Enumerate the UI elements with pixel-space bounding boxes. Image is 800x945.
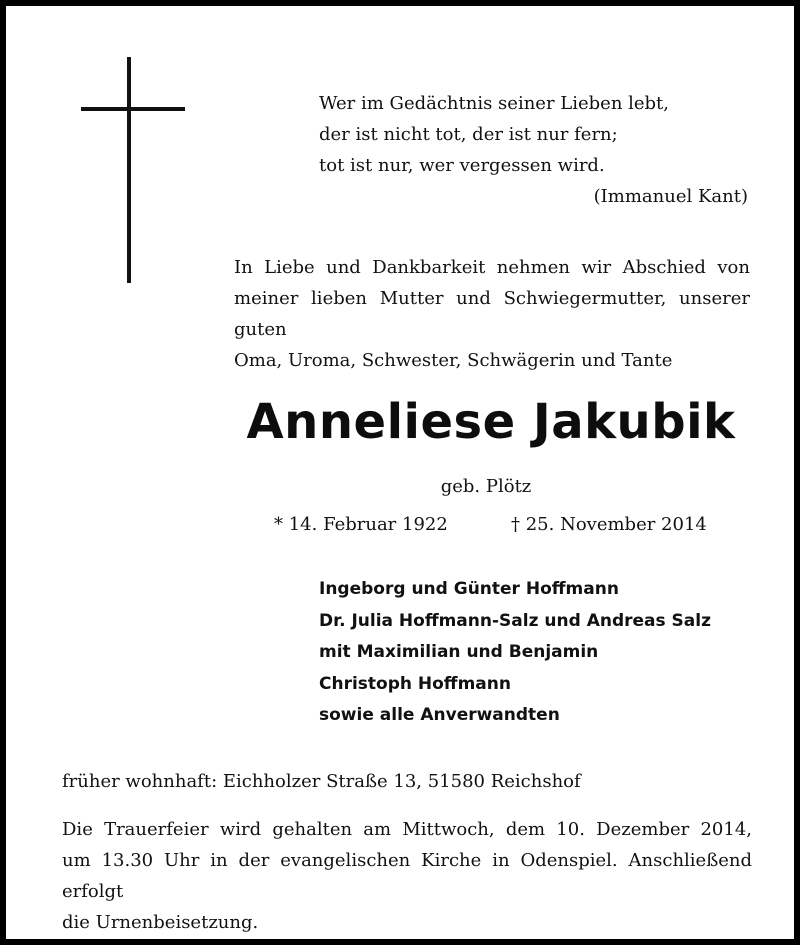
mourner-line: Dr. Julia Hoffmann-Salz und Andreas Salz (319, 610, 711, 631)
quote-line: Wer im Gedächtnis seiner Lieben lebt, (319, 93, 670, 114)
mourner-line: Christoph Hoffmann (319, 673, 511, 694)
quote-line: tot ist nur, wer vergessen wird. (319, 155, 605, 176)
deceased-name: Anneliese Jakubik (246, 394, 736, 450)
maiden-name: geb. Plötz (440, 476, 532, 497)
service-line: Die Trauerfeier wird gehalten am Mittwoch, dem 10. Dezember 2014, (62, 819, 752, 840)
mourner-line: Ingeborg und Günter Hoffmann (319, 579, 619, 599)
farewell-intro (234, 252, 750, 376)
intro-line: Oma, Uroma, Schwester, Schwägerin und Tante (234, 350, 673, 371)
cross-horizontal-bar (81, 107, 185, 111)
former-address: früher wohnhaft: Eichholzer Straße 13, 51580 Reichshof (62, 771, 581, 792)
quote-line: der ist nicht tot, der ist nur fern; (319, 124, 618, 145)
birth-date: * 14. Februar 1922 (274, 514, 448, 535)
death-date: † 25. November 2014 (511, 514, 707, 535)
intro-line: In Liebe und Dankbarkeit nehmen wir Abschied von (234, 257, 750, 278)
quote-author: (Immanuel Kant) (593, 186, 748, 207)
mourner-line: mit Maximilian und Benjamin (319, 642, 599, 662)
intro-line: meiner lieben Mutter und Schwiegermutter, unserer guten (234, 288, 750, 340)
service-line: die Urnenbeisetzung. (62, 912, 259, 933)
memorial-quote (319, 88, 751, 212)
service-line: um 13.30 Uhr in der evangelischen Kirche in Odenspiel. Anschließend erfolgt (62, 850, 752, 902)
mourner-line: sowie alle Anverwandten (319, 705, 560, 725)
mourners-list (319, 574, 759, 732)
funeral-service-info (62, 814, 752, 938)
cross-vertical-bar (127, 57, 131, 283)
